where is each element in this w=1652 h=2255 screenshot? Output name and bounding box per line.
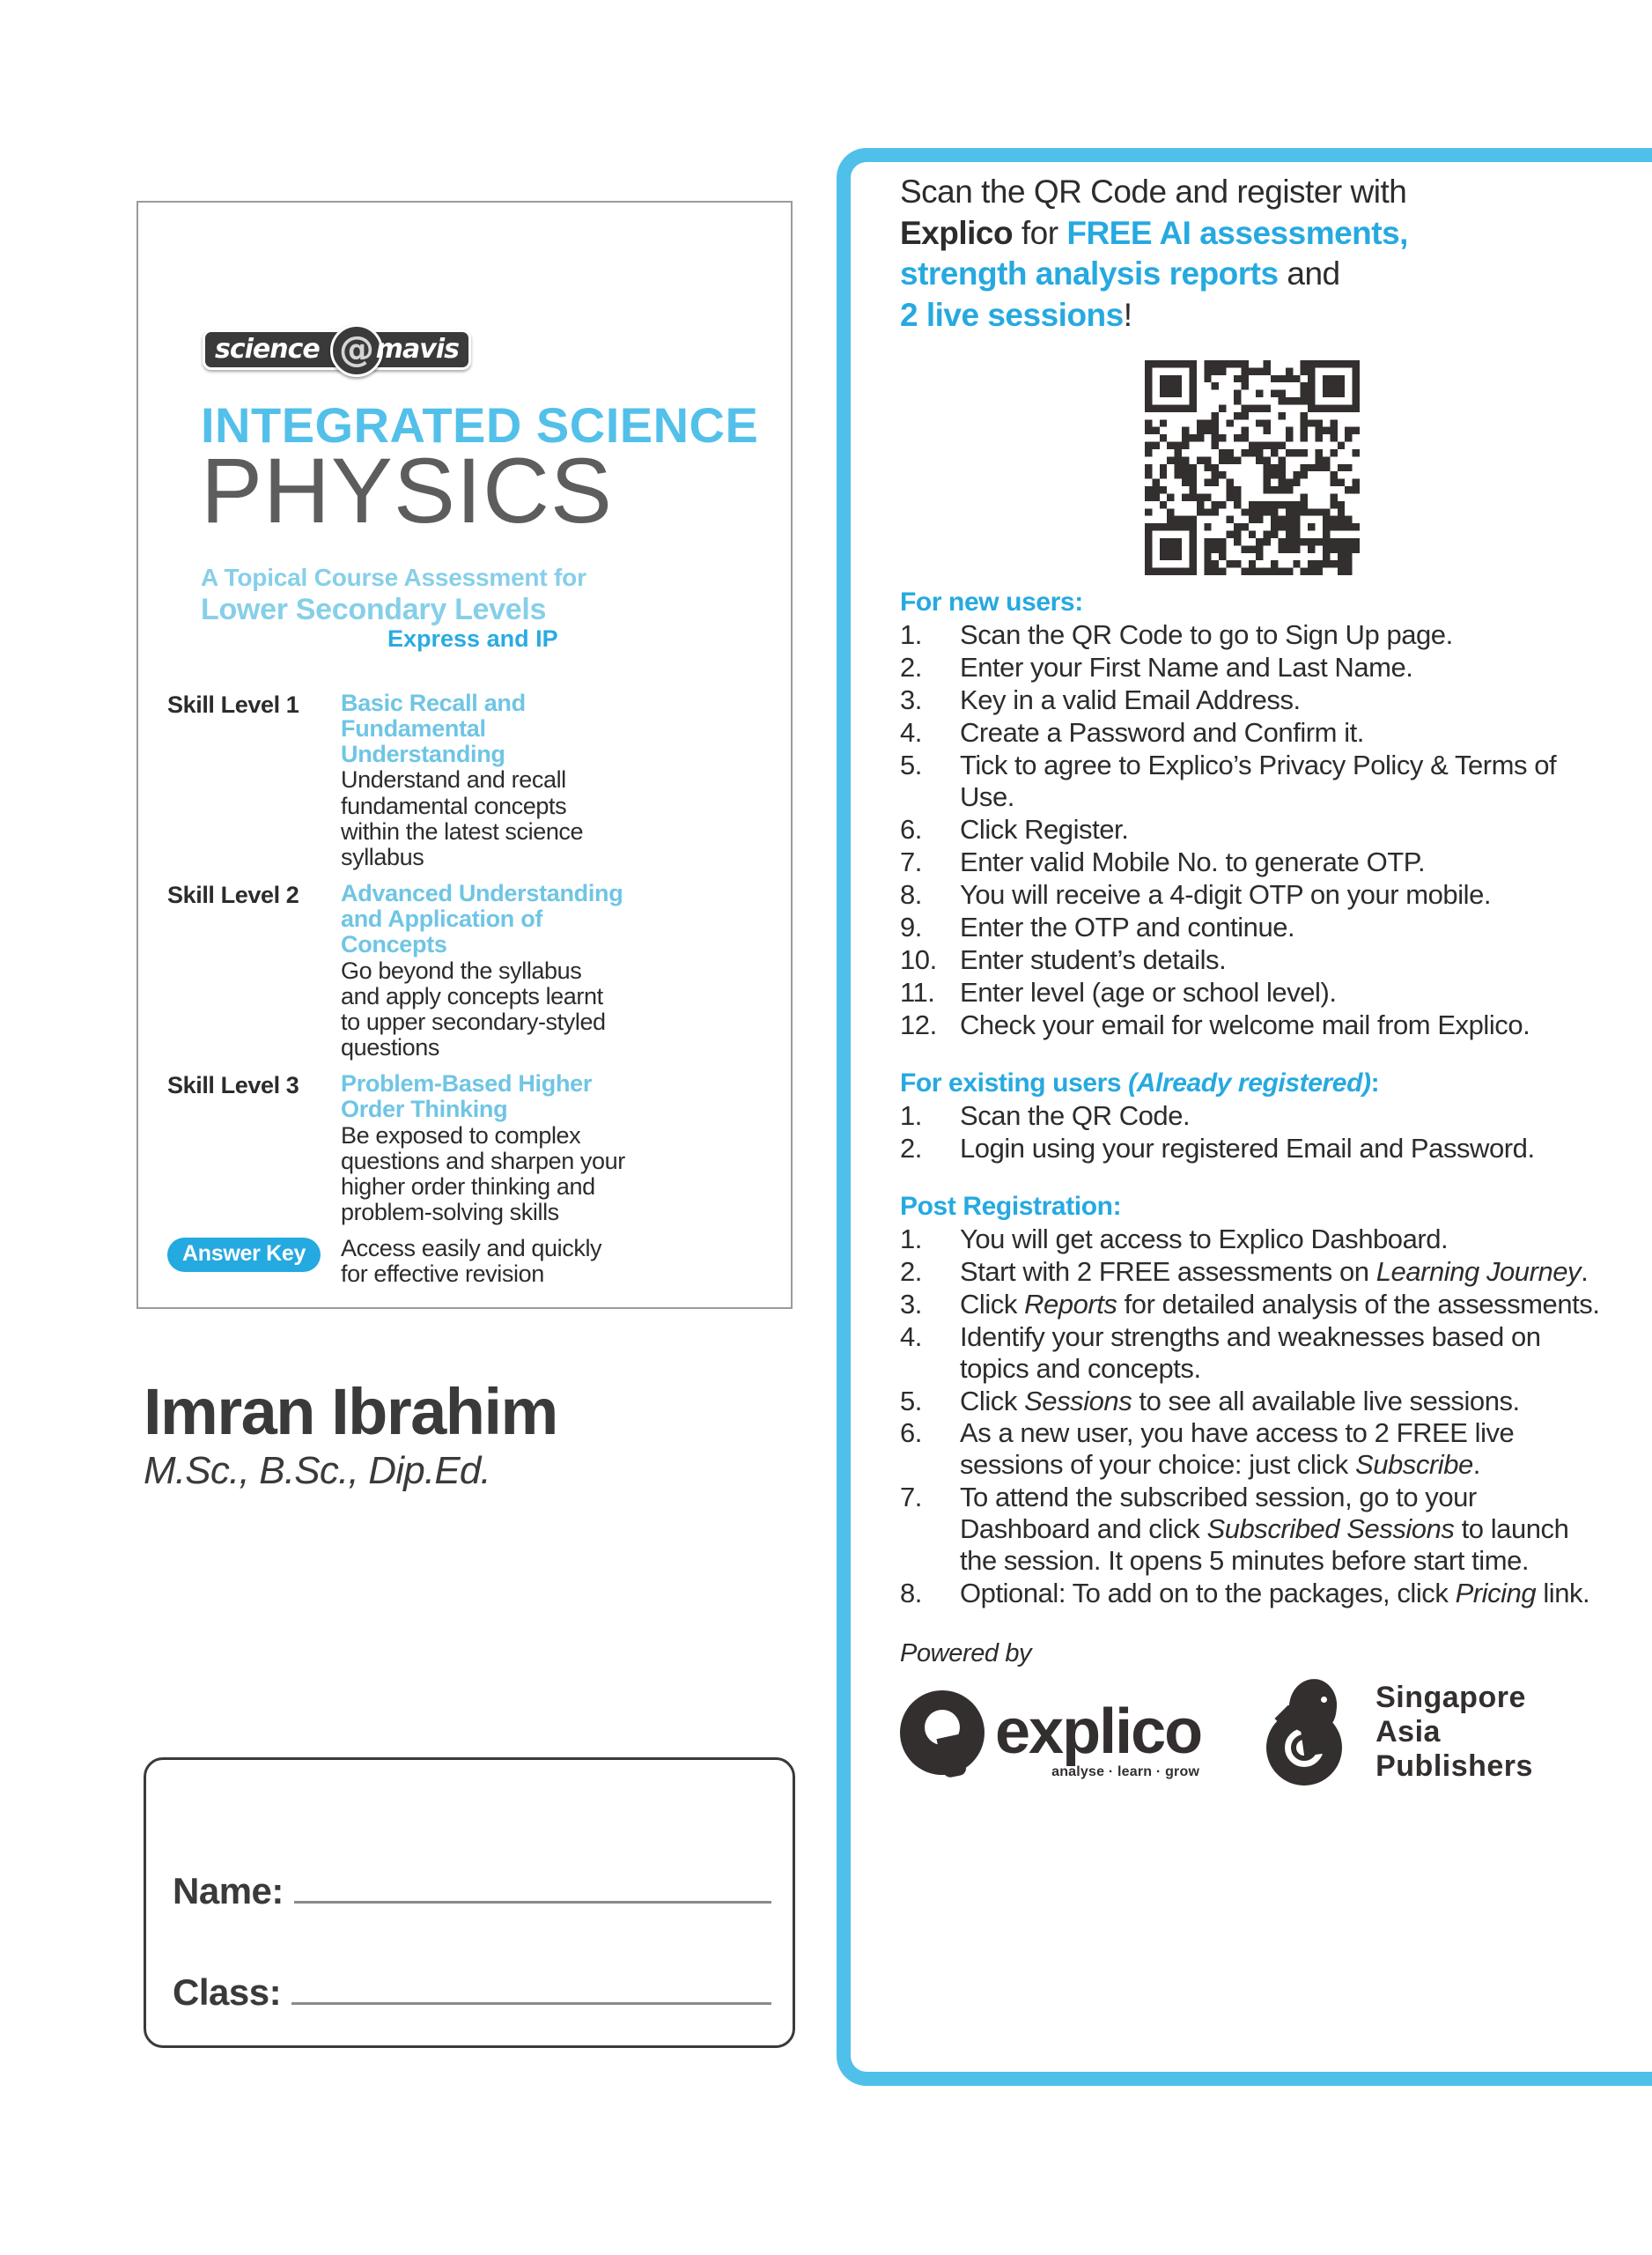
skill-level-body <box>341 691 625 870</box>
list-item-text: Enter valid Mobile No. to generate OTP. <box>960 847 1426 878</box>
list-item-number: 3. <box>900 1288 922 1320</box>
promo-line-3 <box>900 254 1604 295</box>
explico-mark-icon <box>900 1690 985 1775</box>
list-item-number: 1. <box>900 1099 922 1131</box>
skill-level-description: Go beyond the syllabus and apply concepts learnt to upper secondary-styled questions <box>341 957 606 1061</box>
list-item-number: 2. <box>900 1132 922 1164</box>
student-details-box <box>144 1757 795 2048</box>
promo-line-2 <box>900 213 1604 255</box>
subtitle-lower-secondary: Lower Secondary Levels <box>201 593 547 626</box>
explico-tagline: analyse · learn · grow <box>1051 1763 1200 1779</box>
list-item-number: 8. <box>900 1578 922 1609</box>
author-name: Imran Ibrahim <box>144 1375 557 1448</box>
skill-level-label: Skill Level 1 <box>167 691 299 718</box>
list-item-text: Enter the OTP and continue. <box>960 912 1295 943</box>
registration-panel-content <box>900 172 1604 1787</box>
list-item <box>900 1386 1604 1417</box>
publisher-line-1: Singapore <box>1375 1680 1526 1714</box>
name-field-label: Name: <box>173 1870 284 1911</box>
list-item-number: 8. <box>900 879 922 911</box>
list-item <box>900 1417 1604 1481</box>
skill-level-description: Understand and recall fundamental concepts within the latest science syllabus <box>341 766 584 870</box>
title-physics: PHYSICS <box>201 440 613 543</box>
existing-users-steps-list <box>900 1100 1604 1164</box>
list-item-text: Login using your registered Email and Password. <box>960 1132 1535 1164</box>
list-item <box>900 619 1604 651</box>
list-item-number: 1. <box>900 1223 922 1254</box>
explico-wordmark: explico <box>995 1697 1202 1768</box>
list-item-number: 2. <box>900 1255 922 1287</box>
list-item <box>900 977 1604 1009</box>
list-item-number: 2. <box>900 652 922 684</box>
list-item-text: Click Reports for detailed analysis of the assessments. <box>960 1288 1600 1320</box>
list-item <box>900 814 1604 846</box>
qr-code-image[interactable] <box>1145 360 1360 575</box>
list-item-number: 9. <box>900 912 922 943</box>
promo-exclaim: ! <box>1123 296 1132 333</box>
class-field-rule[interactable] <box>291 2001 771 2005</box>
list-item <box>900 750 1604 813</box>
list-item <box>900 1133 1604 1164</box>
subtitle-topical-assessment: A Topical Course Assessment for <box>201 564 586 591</box>
list-item-number: 12. <box>900 1009 937 1040</box>
list-item-number: 4. <box>900 1320 922 1352</box>
publisher-line-3: Publishers <box>1375 1749 1533 1784</box>
skill-level-description: Be exposed to complex questions and sharpen your higher order thinking and problem-solving skills <box>341 1121 625 1225</box>
list-item-number: 5. <box>900 750 922 781</box>
at-symbol-icon: @ <box>330 324 383 377</box>
promo-highlight-2: strength analysis reports <box>900 255 1279 292</box>
skill-level-label: Skill Level 2 <box>167 882 299 909</box>
existing-users-heading-colon: : <box>1370 1068 1380 1098</box>
list-item-text: Enter student’s details. <box>960 943 1227 975</box>
list-item-number: 4. <box>900 717 922 749</box>
list-item-number: 6. <box>900 1417 922 1449</box>
title-integrated-science: INTEGRATED SCIENCE <box>201 397 759 453</box>
skill-level-label: Skill Level 3 <box>167 1072 299 1099</box>
promo-highlight-1: FREE AI assessments, <box>1066 214 1408 251</box>
list-item-number: 10. <box>900 943 937 975</box>
list-item-text: Scan the QR Code to go to Sign Up page. <box>960 619 1453 651</box>
skill-level-row <box>167 881 625 1061</box>
skill-level-row <box>167 1071 625 1225</box>
explico-brand-name: Explico <box>900 214 1014 251</box>
existing-users-heading-text: For existing users <box>900 1068 1122 1098</box>
list-item-text: Enter level (age or school level). <box>960 976 1337 1008</box>
list-item-number: 5. <box>900 1385 922 1416</box>
qr-code-container[interactable] <box>900 360 1604 575</box>
list-item <box>900 1100 1604 1132</box>
list-item-text: Key in a valid Email Address. <box>960 684 1301 716</box>
promo-line-1: Scan the QR Code and register with <box>900 174 1407 210</box>
publisher-wordmark <box>1375 1681 1533 1785</box>
list-item-number: 7. <box>900 847 922 878</box>
spacer <box>900 1165 1604 1188</box>
list-item <box>900 1224 1604 1255</box>
skill-level-title: Advanced Understanding and Application of Concepts <box>341 880 623 958</box>
author-qualifications: M.Sc., B.Sc., Dip.Ed. <box>144 1449 490 1492</box>
existing-users-heading <box>900 1068 1604 1098</box>
list-item <box>900 847 1604 878</box>
list-item-text: As a new user, you have access to 2 FREE live sessions of your choice: just click Subscribe. <box>960 1417 1515 1481</box>
list-item <box>900 879 1604 911</box>
skill-level-body <box>341 1071 625 1225</box>
new-users-steps-list <box>900 619 1604 1040</box>
answer-key-row <box>167 1236 625 1287</box>
list-item-text: You will get access to Explico Dashboard. <box>960 1223 1449 1254</box>
list-item-number: 7. <box>900 1482 922 1513</box>
promo-line-4 <box>900 295 1604 336</box>
singapore-asia-publishers-logo <box>1263 1677 1533 1787</box>
science-at-mavis-logo <box>203 326 471 375</box>
answer-key-badge: Answer Key <box>167 1238 321 1272</box>
list-item <box>900 1482 1604 1577</box>
list-item <box>900 1321 1604 1385</box>
promo-highlight-3: 2 live sessions <box>900 296 1124 333</box>
list-item-text: Start with 2 FREE assessments on Learning Journey. <box>960 1255 1589 1287</box>
subtitle-express-ip: Express and IP <box>387 625 558 652</box>
answer-key-description: Access easily and quickly for effective revision <box>341 1235 602 1288</box>
list-item <box>900 912 1604 943</box>
spacer <box>900 1042 1604 1065</box>
list-item-text: Click Sessions to see all available live sessions. <box>960 1385 1520 1416</box>
list-item-text: Enter your First Name and Last Name. <box>960 652 1413 684</box>
list-item-text: Create a Password and Confirm it. <box>960 717 1364 749</box>
explico-logo <box>900 1690 1202 1779</box>
skill-level-body <box>341 881 625 1061</box>
promo-and-word: and <box>1278 255 1340 292</box>
list-item <box>900 1289 1604 1320</box>
post-registration-steps-list <box>900 1224 1604 1609</box>
skill-level-title: Basic Recall and Fundamental Understanding <box>341 690 526 768</box>
list-item <box>900 1009 1604 1041</box>
skill-level-title: Problem-Based Higher Order Thinking <box>341 1070 593 1123</box>
list-item-text: You will receive a 4-digit OTP on your mobile. <box>960 879 1492 911</box>
new-users-heading: For new users: <box>900 588 1083 617</box>
list-item-text: Scan the QR Code. <box>960 1099 1191 1131</box>
list-item-number: 6. <box>900 814 922 846</box>
list-item-text: To attend the subscribed session, go to your Dashboard and click Subscribed Sessions to launch the session. It opens 5 minutes before start time. <box>960 1482 1569 1577</box>
footer-logos <box>900 1677 1604 1787</box>
name-field-rule[interactable] <box>294 1900 771 1904</box>
post-registration-heading: Post Registration: <box>900 1191 1122 1221</box>
list-item-text: Optional: To add on to the packages, click Pricing link. <box>960 1578 1590 1609</box>
list-item-text: Tick to agree to Explico’s Privacy Policy & Terms of Use. <box>960 750 1557 813</box>
list-item-text: Click Register. <box>960 814 1129 846</box>
seahorse-icon <box>1263 1677 1360 1787</box>
logo-text-left: science <box>215 334 320 365</box>
answer-key-body <box>341 1236 625 1287</box>
publisher-line-2: Asia <box>1375 1714 1441 1749</box>
logo-text-right: mavis <box>375 334 459 365</box>
list-item-text: Identify your strengths and weaknesses based on topics and concepts. <box>960 1320 1541 1384</box>
list-item-text: Check your email for welcome mail from Explico. <box>960 1009 1530 1040</box>
list-item-number: 3. <box>900 684 922 716</box>
answer-key-badge-cell <box>167 1236 341 1287</box>
list-item-number: 11. <box>900 976 935 1008</box>
list-item <box>900 944 1604 976</box>
powered-by-label: Powered by <box>900 1639 1032 1668</box>
list-item <box>900 1578 1604 1609</box>
list-item <box>900 717 1604 749</box>
existing-users-heading-italic: (Already registered) <box>1128 1068 1371 1098</box>
list-item-number: 1. <box>900 619 922 651</box>
skill-levels-list <box>167 691 625 1298</box>
class-field-label: Class: <box>173 1971 282 2013</box>
class-field-row[interactable] <box>173 1971 771 2014</box>
promo-for-word: for <box>1013 214 1067 251</box>
skill-level-row <box>167 691 625 870</box>
list-item <box>900 1256 1604 1288</box>
list-item <box>900 652 1604 684</box>
name-field-row[interactable] <box>173 1870 771 1912</box>
list-item <box>900 684 1604 716</box>
